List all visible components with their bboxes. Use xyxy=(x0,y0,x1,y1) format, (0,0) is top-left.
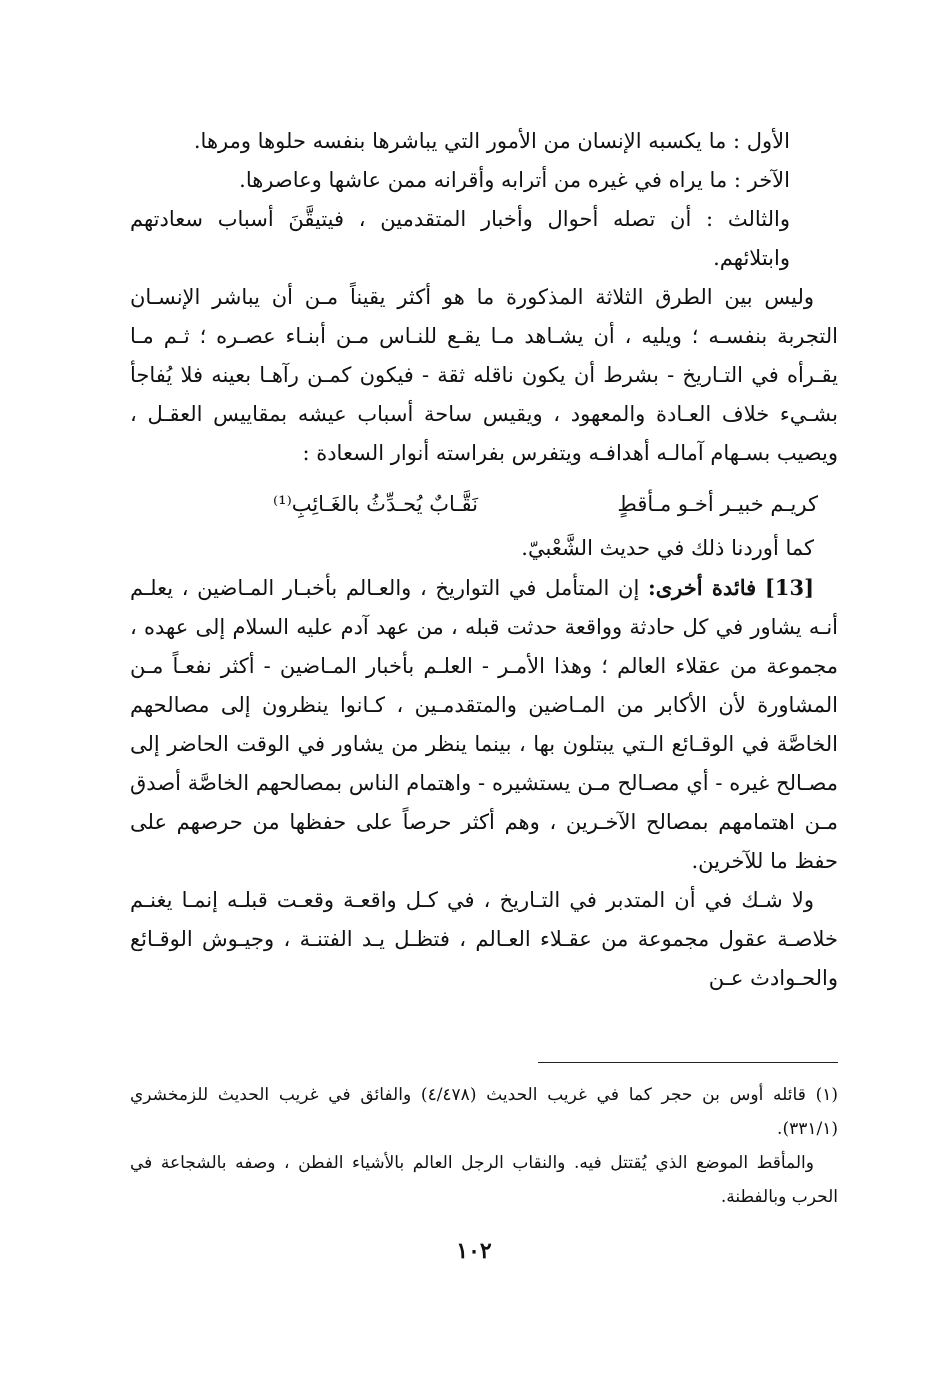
verse-source-line: كما أوردنا ذلك في حديث الشَّعْبيّ. xyxy=(521,536,814,560)
third-path-line: والثالث : أن تصله أحوال وأخبار المتقدمين ، فيتيقَّنَ أسباب سعادتهم وابتلائهم. xyxy=(130,207,790,270)
footnote-1: (١) قائله أوس بن حجر كما في غريب الحديث (٤/٤٧٨) والفائق في غريب الحديث للزمخشري (٣٣١/١). xyxy=(130,1085,838,1139)
main-text xyxy=(130,122,838,998)
verse-first-hemistich: كريـم خبيـر أخـو مـأقطٍ xyxy=(617,492,818,516)
section-heading: فائدة أخرى: xyxy=(647,575,757,600)
poetry-verse xyxy=(130,477,838,529)
page-number: ١٠٢ xyxy=(456,1238,492,1264)
section-text: إن المتأمل في التواريخ ، والعـالم بأخبـار المـاضين ، يعلـم أنـه يشاور في كل حادثة وواقعة حدثت قبله ، من عهد آدم عليه السلام إلى عهده ، مجموعة من عقلاء العالم ؛ وهذا الأمـر - العلـم بأخبار المـاضين - أكثر نفعـاً مـن المشاورة لأن الأكابر من المـاضين والمتقدمـين ، كـانوا ينظرون إلى مصالحهم الخاصَّة في الوقـائع الـتي يبتلون بها ، بينما ينظر من يشاور في الوقت الحاضر إلى مصـالح غيره - أي مصـالح مـن يستشيره - واهتمام الناس بمصالحهم الخاصَّة أصدق مـن اهتمامهم بمصالح الآخـرين ، وهم أكثر حرصاً على حفظها من حرصهم على حفظ ما للآخرين. xyxy=(130,576,838,873)
first-path-line: الأول : ما يكسبه الإنسان من الأمور التي يباشرها بنفسه حلوها ومرها. xyxy=(193,129,790,153)
footnote-separator xyxy=(538,1062,838,1063)
paragraph-history-reflection: ولا شـك في أن المتدبر في التـاريخ ، في كـل واقعـة وقعـت قبلـه إنمـا يغنـم خلاصـة عقول مجموعة من عقـلاء العـالم ، فتظـل يـد الفتنـة ، وجيـوش الوقـائع والحـوادث عـن xyxy=(130,888,838,990)
verse-second-hemistich: نَقَّـابٌ يُحـدِّثُ بالغَـائِبِ⁽¹⁾ xyxy=(272,492,478,516)
second-path-line: الآخر : ما يراه في غيره من أترابه وأقرانه ممن عاشها وعاصرها. xyxy=(239,168,790,192)
section-number: [13] xyxy=(764,575,814,600)
section-13-paragraph xyxy=(130,568,838,881)
footnotes xyxy=(130,1078,838,1214)
footnote-1-continuation: والمأقط الموضع الذي يُقتتل فيه. والنقاب الرجل العالم بالأشياء الفطن ، وصفه بالشجاعة في الحرب وبالفطنة. xyxy=(130,1153,838,1207)
paragraph-paths-comparison: وليس بين الطرق الثلاثة المذكورة ما هو أكثر يقيناً مـن أن يباشر الإنسـان التجربة بنفسـه ؛ ويليه ، أن يشـاهد مـا يقـع للنـاس مـن أبنـاء عصـره ؛ ثـم مـا يقـرأه في التـاريخ - بشرط أن يكون ناقله ثقة - فيكون كمـن رآهـا بعينه فلا يُفاجأ بشـيء خلاف العـادة والمعهود ، ويقيس ساحة أسباب عيشه بمقاييس العقـل ، ويصيب بسـهام آمالـه أهدافـه ويتفرس بفراسته أنوار السعادة : xyxy=(130,285,838,465)
